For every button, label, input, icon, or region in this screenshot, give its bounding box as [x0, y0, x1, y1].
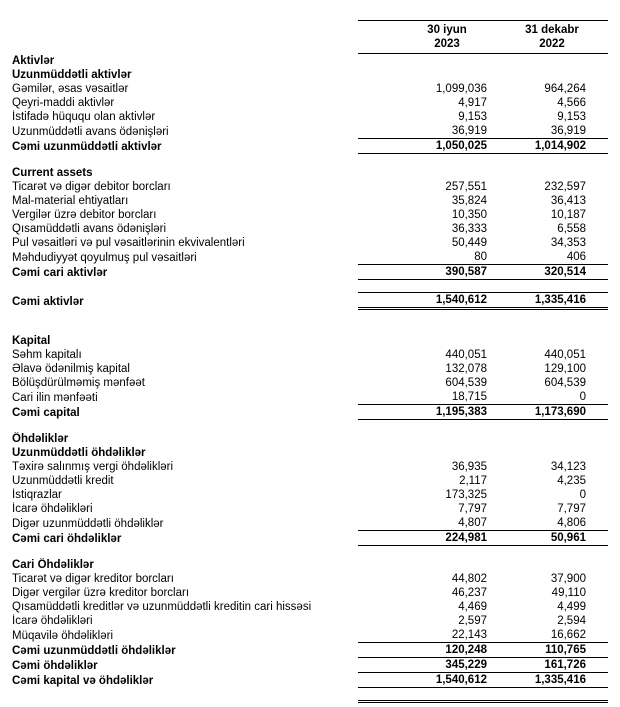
row-value-2023	[358, 334, 492, 348]
row-label: Gəmilər, əsas vəsaitlər	[12, 83, 129, 95]
row-value-2022	[492, 558, 608, 572]
row-value-2022	[492, 166, 608, 180]
table-row	[12, 180, 608, 194]
row-value-2022: 0	[579, 489, 586, 501]
row-value-2022	[492, 432, 608, 446]
table-row	[12, 558, 608, 572]
row-label: Məhdudiyyət qoyulmuş pul vəsaitləri	[12, 251, 197, 264]
row-value-2022	[492, 446, 608, 460]
spacer-row	[12, 420, 608, 433]
table-row	[12, 293, 608, 309]
row-label: Cəmi capital	[12, 406, 80, 419]
row-label: İstiqrazlar	[12, 489, 62, 501]
table-row	[12, 474, 608, 488]
row-value-2023: 1,540,612	[358, 673, 492, 688]
row-label: Əlavə ödənilmiş kapital	[12, 363, 130, 375]
row-value-2022: 604,539	[544, 377, 586, 389]
table-header	[12, 21, 608, 54]
row-value-2023: 1,540,612	[358, 293, 492, 309]
row-value-2022: 34,123	[550, 461, 586, 473]
row-value-2023: 224,981	[358, 531, 492, 546]
row-label: İcarə öhdəlikləri	[12, 503, 93, 515]
row-label	[12, 309, 358, 323]
row-value-2022: 320,514	[492, 265, 608, 280]
row-label	[12, 546, 358, 559]
row-value-2023	[358, 420, 492, 433]
table-row	[12, 572, 608, 586]
row-value-2022: 49,110	[551, 587, 586, 599]
row-value-2022: 1,335,416	[492, 673, 608, 688]
row-value-2022: 964,264	[544, 83, 586, 95]
table-row	[12, 265, 608, 280]
row-value-2023	[358, 154, 492, 167]
row-value-2022: 50,961	[492, 531, 608, 546]
row-value-2023	[358, 280, 492, 293]
row-value-2022	[492, 54, 608, 69]
row-value-2022	[492, 280, 608, 293]
row-value-2023: 46,237	[451, 587, 487, 599]
row-label: Qeyri-maddi aktivlər	[12, 97, 115, 109]
row-value-2023: 35,824	[451, 195, 487, 207]
row-value-2023: 390,587	[358, 265, 492, 280]
row-value-2022: 7,797	[557, 503, 586, 515]
row-value-2023: 1,099,036	[435, 83, 487, 95]
row-label: Uzunmüddətli öhdəliklər	[12, 447, 146, 459]
row-label: Uzunmüddətli kredit	[12, 475, 114, 487]
row-value-2023	[358, 166, 492, 180]
header-label-cell	[12, 21, 358, 54]
spacer-row	[12, 322, 608, 334]
row-label: Qısamüddətli kreditlər və uzunmüddətli kreditin cari hissəsi	[12, 601, 312, 613]
table-row	[12, 362, 608, 376]
row-value-2022: 16,662	[550, 629, 586, 641]
row-value-2022	[492, 546, 608, 559]
row-label: Səhm kapitalı	[12, 349, 82, 361]
row-value-2023: 9,153	[458, 111, 487, 123]
row-value-2023	[358, 558, 492, 572]
row-label: Öhdəliklər	[12, 433, 69, 445]
row-value-2022	[492, 309, 608, 323]
row-value-2023	[358, 68, 492, 82]
row-value-2022: 2,594	[557, 615, 586, 627]
row-value-2023: 36,333	[451, 223, 487, 235]
row-label: Digər vergilər üzrə kreditor borcları	[12, 587, 190, 599]
table-row	[12, 348, 608, 362]
row-value-2022: 34,353	[550, 237, 586, 249]
row-label	[12, 688, 358, 702]
row-value-2022: 161,726	[492, 658, 608, 673]
row-value-2022: 9,153	[557, 111, 586, 123]
balance-sheet-table	[12, 20, 608, 703]
row-value-2022: 1,014,902	[492, 139, 608, 154]
row-value-2022: 4,499	[557, 601, 586, 613]
row-label: Cəmi öhdəliklər	[12, 659, 98, 672]
statement-rows	[12, 54, 608, 702]
row-value-2022: 110,765	[492, 643, 608, 658]
table-row	[12, 82, 608, 96]
row-value-2023	[358, 688, 492, 702]
table-row	[12, 208, 608, 222]
table-row	[12, 502, 608, 516]
row-value-2023: 4,917	[458, 97, 487, 109]
table-row	[12, 139, 608, 154]
table-row	[12, 376, 608, 390]
row-label: Cəmi aktivlər	[12, 295, 84, 308]
row-value-2022	[492, 688, 608, 702]
row-label: Qısamüddətli avans ödənişləri	[12, 223, 167, 235]
table-row	[12, 110, 608, 124]
spacer-row	[12, 546, 608, 559]
table-row	[12, 96, 608, 110]
table-row	[12, 54, 608, 69]
row-value-2023	[358, 322, 492, 334]
row-label: Müqavilə öhdəlikləri	[12, 629, 113, 642]
row-value-2022: 232,597	[544, 181, 586, 193]
table-row	[12, 68, 608, 82]
table-row	[12, 673, 608, 688]
row-value-2022: 36,413	[550, 195, 586, 207]
row-value-2023: 80	[474, 251, 487, 263]
table-row	[12, 405, 608, 420]
table-row	[12, 250, 608, 265]
spacer-row	[12, 154, 608, 167]
column-header-period-1	[358, 21, 492, 54]
row-value-2022: 10,187	[550, 209, 586, 221]
row-value-2023	[358, 432, 492, 446]
row-label: Current assets	[12, 167, 93, 179]
row-value-2023: 18,715	[451, 391, 487, 403]
row-value-2023: 120,248	[358, 643, 492, 658]
spacer-row	[12, 309, 608, 323]
row-value-2022	[492, 334, 608, 348]
row-label: Cari ilin mənfəəti	[12, 391, 98, 404]
table-row	[12, 600, 608, 614]
row-value-2022	[492, 420, 608, 433]
row-value-2022: 406	[566, 251, 586, 263]
row-label: Digər uzunmüddətli öhdəliklər	[12, 517, 164, 530]
row-value-2023: 440,051	[445, 349, 487, 361]
row-value-2023: 10,350	[451, 209, 487, 221]
row-label: Uzunmüddətli avans ödənişləri	[12, 125, 169, 138]
row-value-2023: 50,449	[451, 237, 487, 249]
table-row	[12, 432, 608, 446]
table-row	[12, 222, 608, 236]
row-label: Təxirə salınmış vergi öhdəlikləri	[12, 461, 174, 473]
row-value-2023: 1,195,383	[358, 405, 492, 420]
row-value-2023	[358, 446, 492, 460]
row-label: Cəmi cari aktivlər	[12, 266, 108, 279]
row-value-2022: 1,335,416	[492, 293, 608, 309]
row-value-2022	[492, 68, 608, 82]
row-label: İcarə öhdəlikləri	[12, 615, 93, 627]
table-row	[12, 614, 608, 628]
header-row	[12, 21, 608, 54]
row-label: Vergilər üzrə debitor borcları	[12, 209, 157, 221]
table-row	[12, 460, 608, 474]
row-label: Bölüşdürülməmiş mənfəət	[12, 377, 145, 389]
row-label: Cəmi cari öhdəliklər	[12, 532, 122, 545]
row-value-2023: 4,469	[458, 601, 487, 613]
row-label: Cari Öhdəliklər	[12, 559, 94, 571]
row-value-2022: 6,558	[557, 223, 586, 235]
row-value-2022	[492, 322, 608, 334]
table-row	[12, 334, 608, 348]
row-value-2023	[358, 546, 492, 559]
row-value-2023: 4,807	[458, 517, 487, 529]
row-value-2023: 2,597	[458, 615, 487, 627]
row-value-2023: 22,143	[451, 629, 487, 641]
row-label: Kapital	[12, 335, 51, 347]
row-value-2022: 4,566	[557, 97, 586, 109]
row-label	[12, 154, 358, 167]
row-value-2022: 129,100	[544, 363, 586, 375]
row-value-2023: 604,539	[445, 377, 487, 389]
column-header-period-2	[492, 21, 608, 54]
row-value-2022	[492, 154, 608, 167]
table-row	[12, 194, 608, 208]
row-value-2023	[358, 54, 492, 69]
row-value-2022: 4,235	[557, 475, 586, 487]
row-value-2022: 1,173,690	[492, 405, 608, 420]
row-label: Aktivlər	[12, 55, 55, 67]
column-header-period-2-line1: 31 dekabr	[525, 24, 579, 36]
table-row	[12, 628, 608, 643]
spacer-row	[12, 688, 608, 702]
row-label	[12, 280, 358, 293]
row-value-2023: 345,229	[358, 658, 492, 673]
table-row	[12, 236, 608, 250]
row-value-2023: 257,551	[445, 181, 487, 193]
column-header-period-2-line2: 2022	[539, 38, 565, 50]
row-value-2023: 44,802	[451, 573, 487, 585]
row-value-2023: 132,078	[445, 363, 487, 375]
row-label: İstifadə hüququ olan aktivlər	[12, 111, 156, 123]
table-row	[12, 166, 608, 180]
spacer-row	[12, 280, 608, 293]
row-label: Mal-material ehtiyatları	[12, 195, 129, 207]
table-row	[12, 446, 608, 460]
row-value-2022: 36,919	[550, 125, 586, 137]
row-value-2022: 37,900	[550, 573, 586, 585]
row-label: Cəmi uzunmüddətli aktivlər	[12, 140, 162, 153]
column-header-period-1-line1: 30 iyun	[427, 24, 467, 36]
row-label: Pul vəsaitləri və pul vəsaitlərinin ekvivalentləri	[12, 237, 245, 249]
row-label: Cəmi kapital və öhdəliklər	[12, 674, 154, 687]
row-value-2023: 1,050,025	[358, 139, 492, 154]
table-row	[12, 586, 608, 600]
row-value-2023	[358, 309, 492, 323]
table-row	[12, 390, 608, 405]
row-label: Uzunmüddətli aktivlər	[12, 69, 132, 81]
table-row	[12, 516, 608, 531]
table-row	[12, 488, 608, 502]
row-label: Ticarət və digər debitor borcları	[12, 181, 171, 193]
table-row	[12, 658, 608, 673]
row-value-2022: 440,051	[544, 349, 586, 361]
row-value-2023: 7,797	[458, 503, 487, 515]
table-row	[12, 124, 608, 139]
table-row	[12, 531, 608, 546]
column-header-period-1-line2: 2023	[434, 38, 460, 50]
row-value-2023: 173,325	[445, 489, 487, 501]
row-label	[12, 322, 358, 334]
row-value-2022: 0	[579, 391, 586, 403]
row-value-2023: 2,117	[459, 475, 487, 487]
table-row	[12, 643, 608, 658]
row-value-2023: 36,919	[451, 125, 487, 137]
row-label: Ticarət və digər kreditor borcları	[12, 573, 174, 585]
row-label	[12, 420, 358, 433]
row-label: Cəmi uzunmüddətli öhdəliklər	[12, 644, 176, 657]
row-value-2022: 4,806	[557, 517, 586, 529]
row-value-2023: 36,935	[451, 461, 487, 473]
